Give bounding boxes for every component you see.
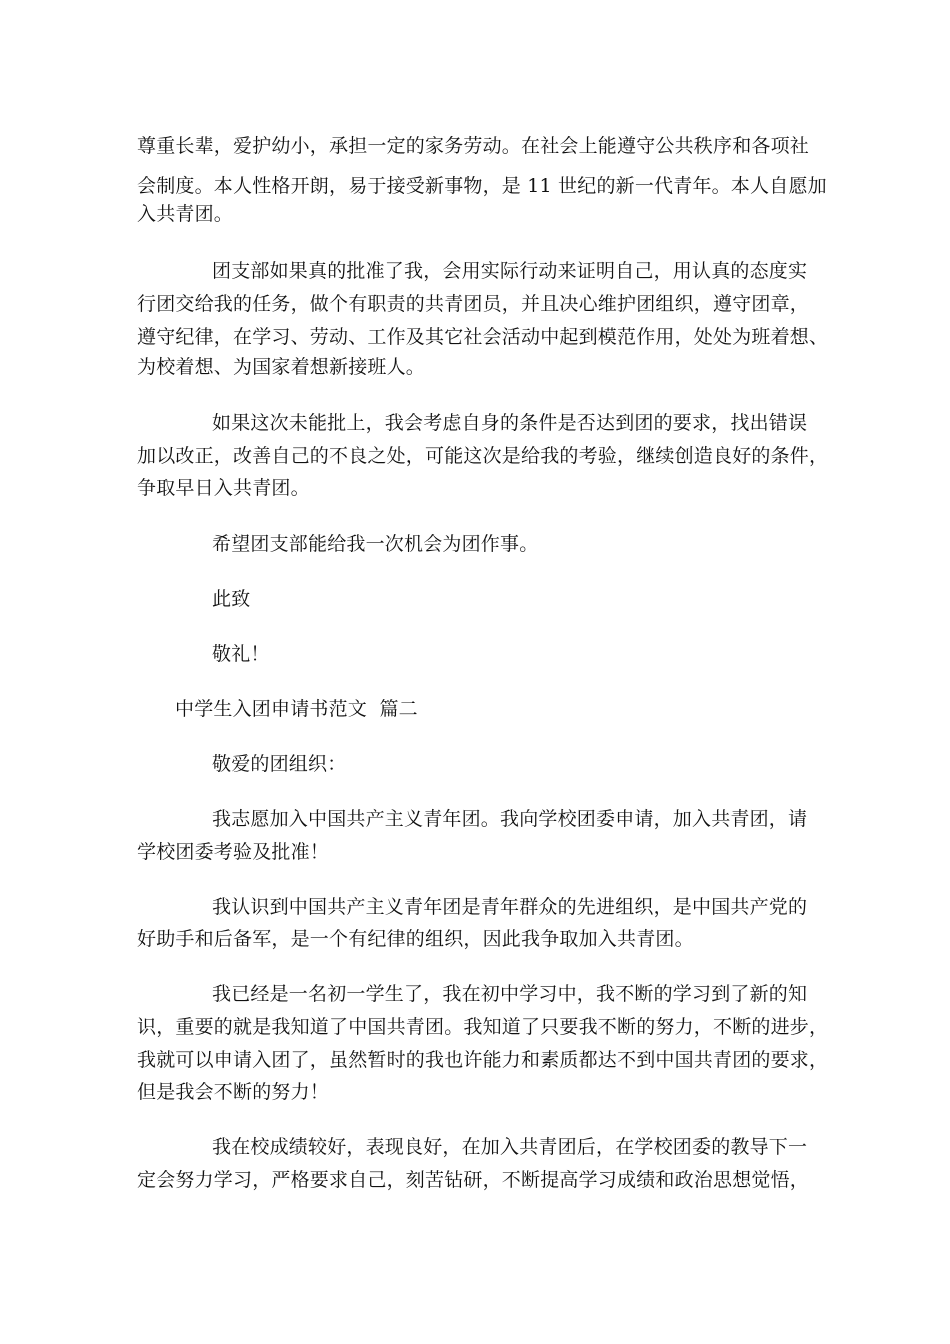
closing-line: 此致 bbox=[212, 588, 251, 610]
paragraph-line: 我认识到中国共产主义青年团是青年群众的先进组织，是中国共产党的 bbox=[212, 896, 808, 918]
paragraph-line: 好助手和后备军，是一个有纪律的组织，因此我争取加入共青团。 bbox=[137, 928, 694, 950]
paragraph-line: 尊重长辈，爱护幼小，承担一定的家务劳动。在社会上能遵守公共秩序和各项社 bbox=[137, 135, 810, 157]
paragraph-line: 识，重要的就是我知道了中国共青团。我知道了只要我不断的努力，不断的进步， bbox=[137, 1016, 829, 1038]
paragraph-line: 遵守纪律，在学习、劳动、工作及其它社会活动中起到模范作用，处处为班着想、 bbox=[137, 326, 829, 348]
paragraph-line: 入共青团。 bbox=[137, 203, 234, 225]
paragraph-line: 如果这次未能批上，我会考虑自身的条件是否达到团的要求，找出错误 bbox=[212, 412, 808, 434]
paragraph-line: 为校着想、为国家着想新接班人。 bbox=[137, 356, 426, 378]
section-title: 中学生入团申请书范文 篇二 bbox=[175, 698, 418, 720]
paragraph-line: 加以改正，改善自己的不良之处，可能这次是给我的考验，继续创造良好的条件， bbox=[137, 445, 829, 467]
paragraph-line: 我在校成绩较好，表现良好，在加入共青团后，在学校团委的教导下一 bbox=[212, 1136, 808, 1158]
closing-line: 敬礼！ bbox=[212, 643, 270, 665]
paragraph-line: 我就可以申请入团了，虽然暂时的我也许能力和素质都达不到中国共青团的要求， bbox=[137, 1049, 829, 1071]
paragraph-line: 学校团委考验及批准！ bbox=[137, 841, 330, 863]
paragraph-line: 我已经是一名初一学生了，我在初中学习中，我不断的学习到了新的知 bbox=[212, 983, 808, 1005]
paragraph-line: 但是我会不断的努力！ bbox=[137, 1081, 330, 1103]
paragraph-line: 团支部如果真的批准了我，会用实际行动来证明自己，用认真的态度实 bbox=[212, 260, 808, 282]
paragraph-line: 争取早日入共青团。 bbox=[137, 477, 310, 499]
salutation: 敬爱的团组织： bbox=[212, 753, 347, 775]
paragraph-line: 定会努力学习，严格要求自己，刻苦钻研，不断提高学习成绩和政治思想觉悟， bbox=[137, 1169, 810, 1191]
paragraph-line: 行团交给我的任务，做个有职责的共青团员，并且决心维护团组织，遵守团章， bbox=[137, 293, 810, 315]
paragraph-line: 希望团支部能给我一次机会为团作事。 bbox=[212, 533, 539, 555]
paragraph-line: 我志愿加入中国共产主义青年团。我向学校团委申请，加入共青团，请 bbox=[212, 808, 808, 830]
paragraph-line: 会制度。本人性格开朗，易于接受新事物，是 11 世纪的新一代青年。本人自愿加 bbox=[137, 175, 827, 197]
